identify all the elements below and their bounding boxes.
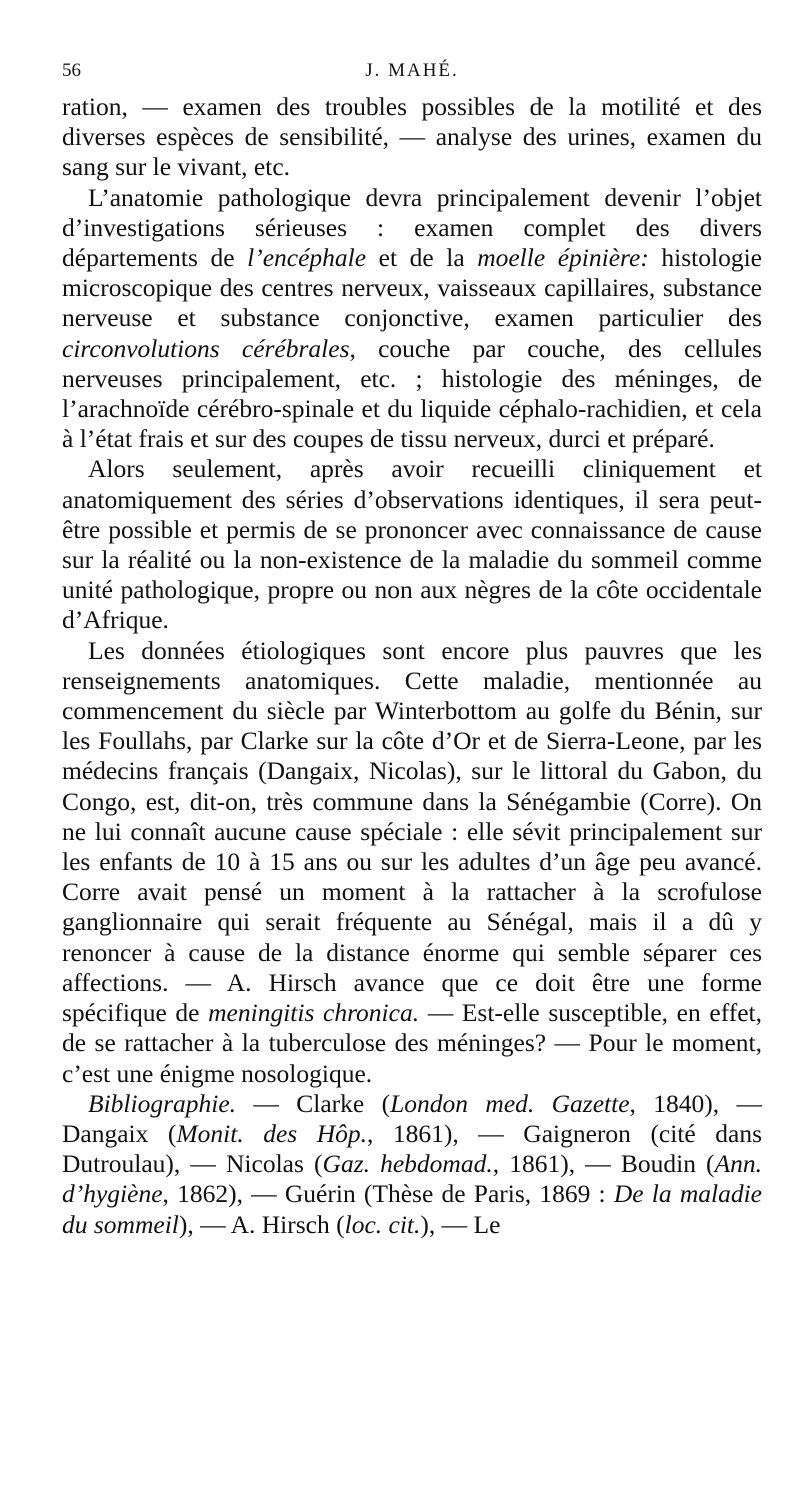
italic-term: circonvolutions cérébrales — [62, 333, 350, 363]
text-run: — Clarke ( — [236, 1088, 391, 1118]
text-run: Alors seulement, après avoir recueilli cliniquement et anatomiquement des séries d’observations identiques, il sera peut-être possible et permis de se prononcer avec connaissance de cause sur la réalité ou la non-existence de la maladie du sommeil comme unité pathologique, propre ou non aux nègres de la côte occidentale d’Afrique. — [62, 454, 762, 635]
citation-title: London med. Gazette — [390, 1088, 630, 1118]
page-number: 56 — [62, 60, 81, 81]
text-run: L’anatomie pathologique devra principalement devenir l’objet d’investigations sérieuses : examen complet des divers départements de — [62, 182, 762, 273]
paragraph-continuation — [62, 92, 762, 183]
text-run: Les données étiologiques sont encore plus pauvres que les renseignements anatomiques. Cette maladie, mentionnée au commencement du siècle par Winterbottom au golfe du Bénin, sur les Foullahs, par Clarke sur la côte d’Or et de Sierra-Leone, par les médecins français (Dangaix, Nicolas), sur le littoral du Gabon, du Congo, est, dit-on, très commune dans la Sénégambie (Corre). On ne lui connaît aucune cause spéciale : elle sévit principalement sur les enfants de 10 à 15 ans ou sur les adultes d’un âge peu avancé. Corre avait pensé un moment à la rattacher à la scrofulose ganglionnaire qui serait fréquente au Sénégal, mais il a dû y renoncer à cause de la distance énorme qui semble séparer ces affections. — A. Hirsch avance que ce doit être une forme spécifique de — [62, 635, 762, 1028]
italic-term: meningitis chronica. — [208, 998, 420, 1028]
text-run: — Est-elle susceptible, en effet, de se rattacher à la tuberculose des méninges? — Pour le moment, c’est une énigme nosologique. — [62, 998, 762, 1088]
text-run: , 1861), — Gaigneron (cité dans Dutroulau), — Nicolas ( — [62, 1118, 762, 1179]
text-run: , 1840), — Dangaix ( — [62, 1088, 763, 1148]
text-run: , 1862), — Guérin (Thèse de Paris, 1869 : — [162, 1179, 614, 1209]
paragraph-bibliographie — [62, 1089, 762, 1240]
text-run: , 1861), — Boudin ( — [492, 1149, 715, 1179]
italic-term: moelle épinière: — [477, 243, 649, 273]
text-run: , couche par couche, des cellules nerveuses principalement, etc. ; histologie des méninges, de l’arachnoïde cérébro-spinale et du liquide céphalo-rachidien, et cela à l’état frais et sur des coupes de tissu nerveux, durci et préparé. — [62, 333, 763, 454]
paragraph-anatomie-pathologique — [62, 183, 762, 455]
running-head — [62, 60, 762, 84]
bibliography-heading: Bibliographie. — [88, 1088, 237, 1118]
citation-title: Monit. des Hôp. — [176, 1118, 368, 1148]
text-run: ration, — examen des troubles possibles de la motilité et des diverses espèces de sensibilité, — analyse des urines, examen du sang sur le vivant, etc. — [62, 92, 762, 182]
italic-term: l’encéphale — [247, 243, 367, 273]
text-run: et de la — [366, 243, 478, 273]
citation-title: Gaz. hebdomad. — [322, 1149, 493, 1179]
paragraph-alors-seulement — [62, 454, 762, 635]
paragraph-etiologie — [62, 636, 762, 1089]
citation-title: Ann. d’hygiène — [62, 1149, 763, 1209]
running-head-author: J. MAHÉ. — [365, 60, 459, 81]
citation-title: loc. cit. — [344, 1209, 421, 1239]
citation-title: De la maladie du sommeil — [62, 1179, 762, 1239]
text-run: ), — A. Hirsch ( — [178, 1209, 345, 1239]
text-run: ), — Le — [420, 1209, 501, 1239]
body-text — [62, 92, 762, 1240]
text-run: histologie microscopique des centres nerveux, vaisseaux capillaires, substance nerveuse et substance conjonctive, examen particulier des — [62, 243, 762, 333]
